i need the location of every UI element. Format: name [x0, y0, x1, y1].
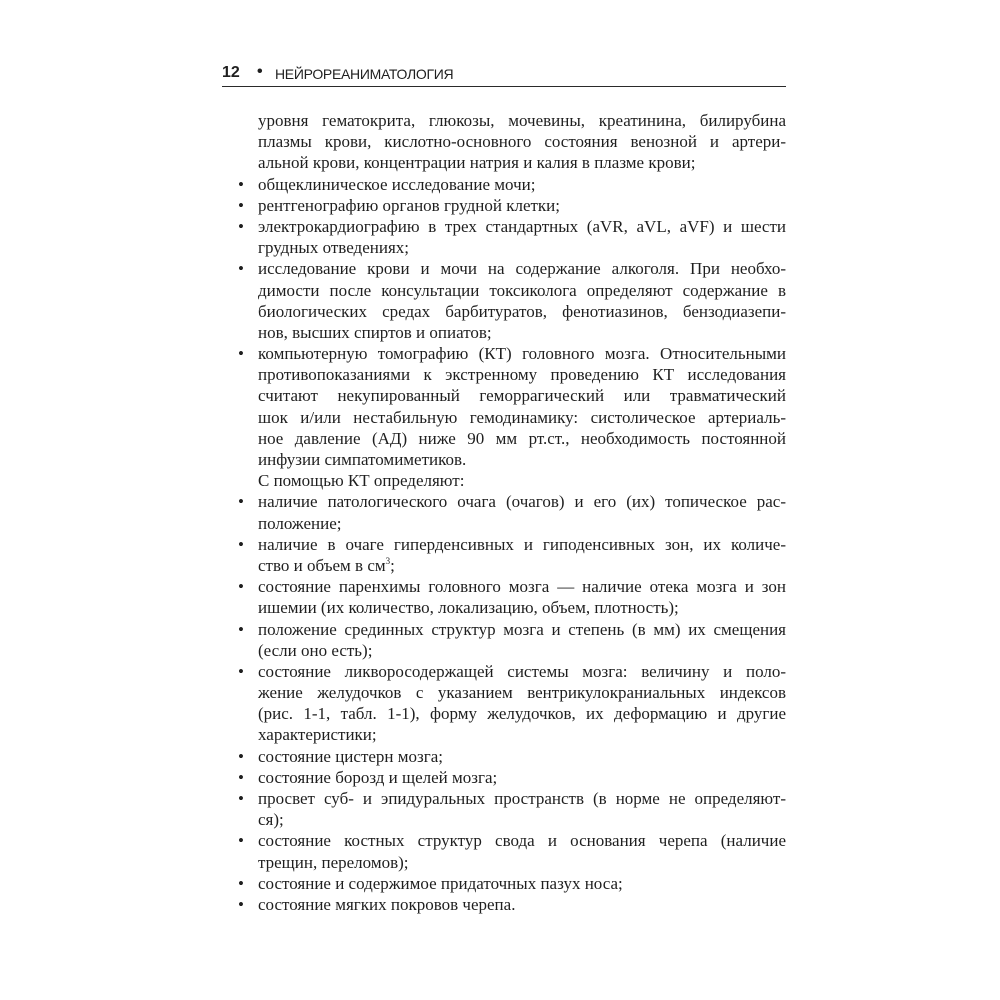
text-line: грудных отведениях;: [258, 238, 409, 258]
text-fragment: ;: [390, 555, 395, 575]
superscript: 3: [385, 555, 391, 566]
text-line: характеристики;: [258, 725, 377, 745]
list-item: [238, 767, 786, 788]
list-item-text: состояние костных структур свода и основания черепа (наличие: [258, 831, 786, 851]
bullet-icon: •: [238, 746, 244, 766]
bullet-icon: •: [238, 831, 244, 851]
page-body-text: [238, 110, 786, 915]
list-item-text: рентгенографию органов грудной клетки;: [258, 195, 561, 215]
list-item: [238, 491, 786, 512]
bullet-icon: •: [238, 344, 244, 364]
bullet-icon: •: [238, 174, 244, 194]
text-line: шок и/или нестабильную гемодинамику: систолическое артериаль-: [258, 407, 786, 427]
text-line: противопоказаниями к экстренному проведению КТ исследования: [258, 365, 786, 385]
text-line: альной крови, концентрации натрия и калия в плазме крови;: [258, 153, 696, 173]
text-line: димости после консультации токсиколога определяют содержание в: [258, 280, 786, 300]
list-item: [238, 746, 786, 767]
list-item: [238, 534, 786, 555]
page-number: 12: [222, 64, 240, 81]
bullet-icon: •: [238, 216, 244, 236]
bullet-icon: •: [238, 577, 244, 597]
text-line: считают некупированный геморрагический или травматический: [258, 386, 786, 406]
bullet-icon: •: [238, 492, 244, 512]
text-line: ишемии (их количество, локализацию, объем, плотность);: [258, 598, 679, 618]
text-line: плазмы крови, кислотно-основного состояния венозной и артери-: [258, 132, 786, 152]
running-title: НЕЙРОРЕАНИМАТОЛОГИЯ: [275, 66, 454, 82]
text-line: нов, высших спиртов и опиатов;: [258, 322, 492, 342]
list-item-text: наличие в очаге гиперденсивных и гиподенсивных зон, их количе-: [258, 534, 786, 554]
list-item-text: состояние и содержимое придаточных пазух носа;: [258, 873, 623, 893]
list-item: [238, 195, 786, 216]
list-item-text: электрокардиографию в трех стандартных (aVR, aVL, aVF) и шести: [258, 216, 786, 236]
text-line: ное давление (АД) ниже 90 мм рт.ст., необходимость постоянной: [258, 428, 786, 448]
text-line: положение;: [258, 513, 342, 533]
bullet-icon: •: [238, 767, 244, 787]
text-line: трещин, переломов);: [258, 852, 409, 872]
text-line: биологических средах барбитуратов, фенотиазинов, бензодиазепи-: [258, 301, 786, 321]
text-line: [238, 555, 786, 576]
list-item: [238, 661, 786, 682]
list-item-text: просвет суб- и эпидуральных пространств (в норме не определяют-: [258, 789, 786, 808]
text-line: инфузии симпатомиметиков.: [258, 450, 467, 469]
text-fragment: ство и объем в см: [258, 555, 386, 575]
bullet-icon: •: [238, 894, 244, 914]
list-item-text: компьютерную томографию (КТ) головного мозга. Относительными: [258, 344, 786, 364]
bullet-icon: •: [238, 873, 244, 893]
bullet-icon: •: [238, 534, 244, 554]
header-separator-dot: •: [257, 63, 263, 80]
list-item: [238, 174, 786, 195]
list-item: [238, 894, 786, 915]
text-line: уровня гематокрита, глюкозы, мочевины, креатинина, билирубина: [258, 111, 786, 130]
bullet-icon: •: [238, 195, 244, 215]
list-item-text: состояние мягких покровов черепа.: [258, 894, 516, 914]
bullet-icon: •: [238, 661, 244, 681]
list-item: [238, 343, 786, 364]
paragraph-lead: С помощью КТ определяют:: [258, 471, 465, 491]
list-item-text: наличие патологического очага (очагов) и его (их) топическое рас-: [258, 492, 786, 512]
list-item-text: состояние борозд и щелей мозга;: [258, 767, 498, 787]
text-line: жение желудочков с указанием вентрикулокраниальных индексов: [258, 683, 786, 703]
list-item: [238, 258, 786, 279]
list-item-text: положение срединных структур мозга и степень (в мм) их смещения: [258, 619, 786, 639]
bullet-icon: •: [238, 259, 244, 279]
list-item-text: состояние паренхимы головного мозга — наличие отека мозга и зон: [258, 577, 786, 597]
running-header: [222, 62, 786, 87]
list-item: [238, 216, 786, 237]
list-item-text: исследование крови и мочи на содержание алкоголя. При необхо-: [258, 259, 786, 279]
bullet-icon: •: [238, 619, 244, 639]
list-item: [238, 576, 786, 597]
list-item: [238, 619, 786, 640]
text-line: (если оно есть);: [258, 640, 373, 660]
text-line: (рис. 1-1, табл. 1-1), форму желудочков, их деформацию и другие: [258, 704, 786, 724]
list-item: [238, 830, 786, 851]
list-item: [238, 788, 786, 809]
list-item-text: общеклиническое исследование мочи;: [258, 174, 536, 194]
list-item-text: состояние ликворосодержащей системы мозга: величину и поло-: [258, 661, 786, 681]
text-line: ся);: [258, 810, 284, 830]
list-item-text: состояние цистерн мозга;: [258, 746, 443, 766]
bullet-icon: •: [238, 789, 244, 808]
list-item: [238, 873, 786, 894]
